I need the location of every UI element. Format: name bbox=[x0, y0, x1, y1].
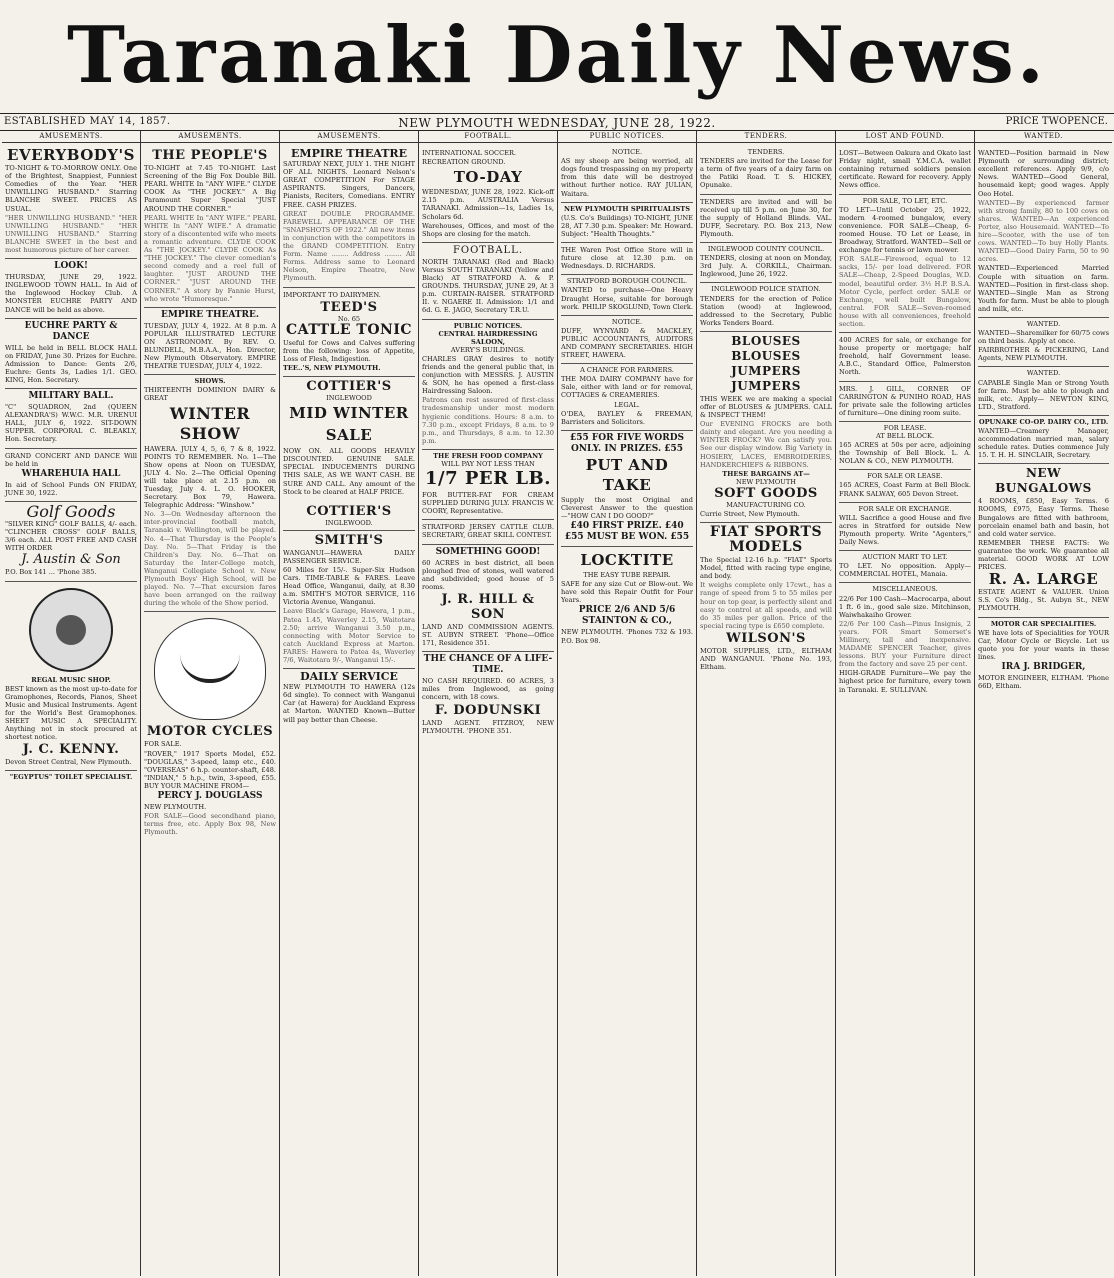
ad-title: WINTER SHOW bbox=[169, 403, 251, 443]
tender-title: INGLEWOOD COUNTY COUNCIL. bbox=[707, 245, 825, 254]
section-title: MISCELLANEOUS. bbox=[872, 585, 938, 594]
classified-text: 400 ACRES for sale, or exchange for house property or mortgage; half freehold, half Government lease. A.B.C., Standard Office, Palmerston North. bbox=[839, 336, 971, 377]
ad-text: WE have lots of Specialities for YOUR Car, Motor Cycle or Bicycle. Let us quote you for your wants in these lines. bbox=[978, 628, 1109, 661]
column-7 bbox=[836, 131, 975, 1276]
ad-title: EVERYBODY'S bbox=[7, 146, 135, 165]
ad-the-peoples bbox=[144, 146, 276, 308]
ad-title: BLOUSES BLOUSES bbox=[731, 333, 801, 363]
dateline bbox=[0, 113, 1114, 131]
ad-title: SOMETHING GOOD! bbox=[435, 546, 541, 557]
ad-name-2: COTTIER'S bbox=[306, 503, 392, 519]
ad-title-2: MODELS bbox=[729, 539, 803, 556]
notice-title: NOTICE. bbox=[611, 317, 643, 326]
ad-text: SATURDAY NEXT, JULY 1. THE NIGHT OF ALL NIGHTS. Leonard Nelson's GREAT COMPETITION For STAGE ASPIRANTS. Singers, Dancers, Pianists, Reciters, Comedians. ENTRY FREE. CASH PRIZES. bbox=[283, 160, 415, 209]
filler-text: PEARL WHITE In "ANY WIFE." PEARL WHITE In "ANY WIFE." A dramatic story of a discontented wife who meets a romantic adventure. CLYDE COOK As "THE JOCKEY." CLYDE COOK As "THE JOCKEY." The clever comedian's second comedy and a reel full of laughter. "JUST AROUND THE CORNER." "JUST AROUND THE CORNER." A story by Fannie Hurst, who wrote "Humoresque." bbox=[144, 213, 276, 303]
ad-text: GRAND CONCERT AND DANCE Will be held in bbox=[5, 451, 137, 468]
for-lease-bell-block bbox=[839, 422, 971, 470]
auction-mart bbox=[839, 551, 971, 583]
notice-title: NOTICE. bbox=[611, 148, 643, 157]
ad-text: THURSDAY, JUNE 29, 1922. INGLEWOOD TOWN HALL. In Aid of the Inglewood Hockey Club. A MONSTER EUCHRE PARTY AND DANCE will be held as above. bbox=[5, 273, 137, 314]
section-title: OPUNAKE CO-OP. DAIRY CO., LTD. bbox=[978, 417, 1109, 426]
section-title: AUCTION MART TO LET. bbox=[862, 553, 948, 562]
filler-text: FOR SALE—Firewood, equal to 12 sacks, 15/- per load delivered. FOR SALE—Cheap, 2-Speed Douglas, W.D. model, beautiful order. 3½ H.P. B.S.A. Motor Cycle, perfect order. SALE or Exchange, well built Bungalow, central. FOR SALE—Seven-roomed house with all conveniences, freehold section. bbox=[839, 255, 971, 328]
column-3 bbox=[280, 131, 419, 1276]
smiling-man-illustration bbox=[154, 618, 266, 720]
ad-text: The Special 12-16 h.p. "FIAT" Sports Model, fitted with racing type engine, and body. bbox=[700, 556, 832, 581]
column-header: TENDERS. bbox=[697, 131, 835, 143]
ad-title: DAILY SERVICE bbox=[300, 670, 398, 684]
section-title: FOR SALE OR LEASE. bbox=[867, 472, 943, 481]
ad-text: Supply the most Original and Cleverest Answer to the question—"HOW CAN I DO GOOD?" bbox=[561, 495, 693, 520]
ad-title: LOCKTITE bbox=[580, 551, 674, 570]
classified-text: WANTED—Position barmaid in New Plymouth or surrounding district; excellent references. Apply 9/9, c/o News. WANTED—Good General, housemaid kept; good wages. Apply Oeo Hotel. bbox=[978, 149, 1109, 198]
ad-text: BEST known as the most up-to-date for Gramophones, Records, Pianos, Sheet Music and Musical Instruments. Agent for the World's Best Gramophones. SHEET MUSIC A SPECIALITY. Anything not in stock procured at shortest notice. bbox=[5, 684, 137, 742]
tender-title: INGLEWOOD POLICE STATION. bbox=[711, 285, 821, 294]
classified-text-2: WANTED—Experienced Married Couple with situation on farm. WANTED—Position in first-class shop. WANTED—Single Man as Strong Youth for farm. Must be able to plough and milk, etc. bbox=[978, 264, 1109, 313]
tender-text: TENDERS are invited and will be received up till 5 p.m. on June 30, for the supply of Holland Blinds. VAL. DUFF, Secretary. P.O. Box 213, New Plymouth. bbox=[700, 197, 832, 238]
ad-title: TO-DAY bbox=[453, 168, 523, 187]
filler-text: Patrons can rest assured of first-class tradesmanship under most modern hygienic conditions. Hours: 8 a.m. to 7.30 p.m., except Fridays, 8 a.m. to 9 p.m., and Thursdays, 8 a.m. to 12.30 p.m. bbox=[422, 396, 554, 445]
ad-text: 4 ROOMS, £850, Easy Terms. 6 ROOMS, £975, Easy Terms. These Bungalows are fitted with bathroom, porcelain enamel bath and basin, hot and cold water service. bbox=[978, 497, 1109, 538]
notice-text: THE Waren Post Office Store will in future close at 12.30 p.m. on Wednesdays. D. RICHARDS. bbox=[561, 246, 693, 271]
ad-text: CHARLES GRAY desires to notify friends and the general public that, in conjunction with MESSRS. J. AUSTIN & SON, he has opened a first-class Hairdressing Saloon. bbox=[422, 354, 554, 396]
ad-text: TO-NIGHT at 7.45 TO-NIGHT. Last Screening of the Big Fox Double Bill. PEARL WHITE In "ANY WIFE." CLYDE COOK As "THE JOCKEY." A Big Paramount Super Special "JUST AROUND THE CORNER." bbox=[144, 164, 276, 213]
ad-title: "EGYPTUS" TOILET SPECIALIST. bbox=[9, 773, 133, 782]
column-4 bbox=[419, 131, 558, 1276]
prize-line: £55 FOR FIVE WORDS ONLY. IN PRIZES. £55 bbox=[569, 432, 685, 454]
tender-text: TENDERS, closing at noon on Monday, 3rd July. A. CORKILL, Chairman. Inglewood, June 26, 1922. bbox=[700, 254, 832, 279]
ad-footer: TEE..'S, NEW PLYMOUTH. bbox=[283, 363, 381, 372]
ad-signature: J. Austin & Son bbox=[21, 552, 121, 568]
notice-text: THE MOA DAIRY COMPANY have for Sale, either with land or for removal, COTTAGES & CREAMERIES. bbox=[561, 375, 693, 400]
ad-name: STAINTON & CO., bbox=[581, 616, 673, 627]
ad-agent-text: LAND AND COMMISSION AGENTS. ST. AUBYN STREET. 'Phone—Office 171, Residence 351. bbox=[422, 622, 554, 648]
for-sale-to-let bbox=[839, 195, 971, 334]
ad-title: LOOK! bbox=[54, 261, 88, 272]
section-title: WANTED. bbox=[1026, 369, 1061, 378]
tender-title: TENDERS. bbox=[747, 148, 785, 157]
ad-subtext: INTERNATIONAL SOCCER. bbox=[422, 149, 517, 158]
ad-fresh-food bbox=[422, 450, 554, 520]
ad-fiat bbox=[700, 523, 832, 675]
ad-regal-music bbox=[5, 582, 137, 772]
ad-price: PRICE 2/6 AND 5/6 bbox=[578, 605, 676, 616]
ad-subtext-2: MANUFACTURING CO. bbox=[726, 500, 806, 509]
ad-daily-service bbox=[283, 669, 415, 727]
classified-text: MRS. J. GILL, CORNER OF CARRINGTON & PUNIHO ROAD, HAS for private sale the following articles of furniture—One dining room suite. bbox=[839, 384, 971, 417]
ad-name: PERCY J. DOUGLASS bbox=[157, 790, 263, 801]
ad-text: "ROVER," 1917 Sports Model, £52. "DOUGLAS," 3-speed, lamp etc., £40. "OVERSEAS" 6 h.p. counter-shaft, £48. "INDIAN," 5 h.p., twin, 3-speed, £55. BUY YOUR MACHINE FROM— bbox=[144, 749, 276, 790]
notice-text: WANTED to purchase—One Heavy Draught Horse, suitable for borough work. PHILIP SKOGLUND, Town Clerk. bbox=[561, 286, 693, 311]
ad-locktite bbox=[561, 547, 693, 649]
ad-name: SOFT GOODS bbox=[714, 485, 818, 501]
ad-footer: NEW PLYMOUTH. 'Phones 732 & 193. P.O. Box 98. bbox=[561, 628, 693, 645]
ad-title: FOOTBALL. bbox=[452, 244, 524, 256]
classified-text: 22/6 Per 100 Cash—Macrocarpa, about 1 ft. 6 in., good sale size. Mitchinson, Waiwhakaiho Grower. bbox=[839, 594, 971, 619]
tender-inglewood-council bbox=[700, 243, 832, 283]
classified-text: WILL Sacrifice a good House and five acres in Stratford for outside New Plymouth property. Write "Agenters," Daily News. bbox=[839, 513, 971, 547]
ad-euchre bbox=[5, 319, 137, 389]
ad-something-good bbox=[422, 545, 554, 653]
ad-subtext: THIRTEENTH DOMINION DAIRY & GREAT bbox=[144, 386, 276, 403]
ad-empire-lecture bbox=[144, 308, 276, 376]
ad-teeds-tonic bbox=[283, 288, 415, 378]
ad-hairdressing bbox=[422, 320, 554, 450]
issue-date: NEW PLYMOUTH WEDNESDAY, JUNE 28, 1922. bbox=[398, 116, 716, 130]
column-8 bbox=[975, 131, 1112, 1276]
classified-text: LOST—Between Oakura and Okato last Friday night, small Y.M.C.A. wallet containing returned soldiers pension certificate. Reward for recovery. Apply News office. bbox=[839, 149, 971, 190]
ad-smiths bbox=[283, 531, 415, 669]
column-header: AMUSEMENTS. bbox=[280, 131, 418, 143]
ad-subtext: NEW PLYMOUTH bbox=[735, 477, 797, 486]
ad-title: EMPIRE THEATRE bbox=[291, 147, 407, 161]
ad-title: EMPIRE THEATRE. bbox=[161, 309, 259, 320]
ad-subtext: FOR SALE. bbox=[144, 740, 182, 749]
filler-text: WANTED—By experienced farmer with strong family, 80 to 100 cows on shares. WANTED—An experienced Porter, also Housemaid. WANTED—To hire—Scooter, with the use of ten cows. WANTED—To buy Holly Plants. WANTED—Good Dairy Farm, 50 to 90 acres. bbox=[978, 198, 1109, 264]
ad-text: FOR BUTTER-FAT FOR CREAM SUPPLIED DURING JULY. FRANCIS W. COORY, Representative. bbox=[422, 491, 554, 516]
ad-everybodys bbox=[5, 146, 137, 259]
established-date: ESTABLISHED MAY 14, 1857. bbox=[4, 116, 171, 127]
ad-subtext: WANGANUI—HAWERA DAILY PASSENGER SERVICE. bbox=[283, 548, 415, 565]
ad-jersey-club bbox=[422, 520, 554, 544]
notice-text: (U.S. Co's Buildings) TO-NIGHT, JUNE 28, AT 7.30 p.m. Speaker: Mr. Howard. Subject: "Health Thoughts." bbox=[561, 213, 693, 238]
column-header: AMUSEMENTS. bbox=[2, 131, 140, 143]
ad-title: THE FRESH FOOD COMPANY bbox=[433, 451, 543, 460]
ad-name: WILSON'S bbox=[726, 630, 806, 646]
filler-text: FOR SALE—Good secondhand piano, terms free, etc. Apply Box 98, New Plymouth. bbox=[144, 812, 276, 837]
ad-title: CENTRAL HAIRDRESSING SALOON, bbox=[438, 329, 538, 346]
ad-mrs-gill bbox=[839, 382, 971, 422]
column-header: WANTED. bbox=[975, 131, 1112, 143]
his-masters-voice-logo bbox=[29, 588, 113, 672]
classified-text: TO LET—Until October 25, 1922, modern 4-roomed bungalow, every convenience. FOR SALE—Cheap, 6-roomed House. TO Let or Lease, in Broadway, Stratford. WANTED—Sell or exchange for tennis or lawn mower. bbox=[839, 205, 971, 255]
ad-footer: MOTOR ENGINEER, ELTHAM. 'Phone 66D, Eltham. bbox=[978, 673, 1109, 691]
wanted-single-man bbox=[978, 367, 1109, 415]
page-columns bbox=[2, 131, 1112, 1276]
ad-script-title: Golf Goods bbox=[26, 501, 116, 521]
ad-kicker: IMPORTANT TO DAIRYMEN. bbox=[283, 290, 381, 299]
ad-text: TO-NIGHT & TO-MORROW ONLY. One of the Brightest, Snappiest, Funniest Comedies of the Year. "HER UNWILLING HUSBAND." Starring BLANCHE SWEET. PRICES AS USUAL. bbox=[5, 164, 137, 213]
filler-text: GREAT DOUBLE PROGRAMME. FAREWELL APPEARANCE OF THE "SNAPSHOTS OF 1922." All new items in conjunction with the competitors in the GRAND COMPETITION. Entry Form. Name ........ Address ........ All Forms. Address same to Leonard Nelson, Empire Theatre, New Plymouth. bbox=[283, 209, 415, 283]
ad-text: STRATFORD JERSEY CATTLE CLUB. SECRETARY, GREAT SKILL CONTEST. bbox=[422, 523, 554, 540]
ad-subtext: THE EASY TUBE REPAIR. bbox=[583, 571, 671, 580]
section-title: FOR SALE OR EXCHANGE. bbox=[858, 504, 952, 513]
filler-text: "HER UNWILLING HUSBAND." "HER UNWILLING HUSBAND." "HER UNWILLING HUSBAND." Starring BLANCHE SWEET in the best and most humorous picture of her career. bbox=[5, 213, 137, 255]
ad-empire-competition bbox=[283, 146, 415, 287]
miscellaneous bbox=[839, 583, 971, 697]
ad-golf bbox=[5, 502, 137, 582]
notice-spiritualists bbox=[561, 203, 693, 243]
notice-sheep bbox=[561, 146, 693, 203]
ad-title: THE PEOPLE'S bbox=[152, 148, 268, 164]
filler-text: Our EVENING FROCKS are both dainty and elegant. Are you needing a WINTER FROCK? We can satisfy you. See our display window. Big Variety in HOSIERY, LACES, EMBROIDERIES, HANDKERCHIEFS & RIBBONS. bbox=[700, 420, 832, 469]
ad-name: TEED'S bbox=[320, 299, 378, 315]
ad-title: MILITARY BALL. bbox=[28, 391, 114, 402]
classified-text: WANTED—Creamery Manager, accommodation married man, salary schedule rates. Duties commence July 15. T. H. H. SINCLAIR, Secretary. bbox=[978, 427, 1109, 460]
ad-chance-lifetime bbox=[422, 652, 554, 738]
ad-subtext-2: RECREATION GROUND. bbox=[422, 158, 506, 167]
ad-subtext: Devon Street Central, New Plymouth. bbox=[5, 758, 132, 767]
filler-text: It weighs complete only 17cwt., has a range of speed from 5 to 55 miles per hour on top gear, is perfectly silent and easy to control at all speeds, and will do 35 miles per gallon. Price of the special racing type is £650 complete. bbox=[700, 581, 833, 630]
section-header: PUBLIC NOTICES. bbox=[453, 321, 523, 330]
column-header: FOOTBALL. bbox=[419, 131, 557, 143]
ad-title: SMITH'S bbox=[314, 532, 384, 548]
classified-text: CAPABLE Single Man or Strong Youth for farm. Must be able to plough and milk, etc. Apply— NEWTON KING, LTD., Stratford. bbox=[978, 378, 1109, 411]
ad-agent-name: J. R. HILL & SON bbox=[441, 591, 535, 622]
ad-text: 60 ACRES in best district, all been ploughed free of stones, well watered and subdivided; good house of 5 rooms. bbox=[422, 558, 554, 591]
prize-line-2: £40 FIRST PRIZE. £40 bbox=[570, 521, 684, 532]
ad-text: "SILVER KING" GOLF BALLS, 4/- each. "CLINCHER CROSS" GOLF BALLS, 3/6 each. ALL POST FREE AND CASH WITH ORDER bbox=[5, 520, 137, 553]
section-header: SHOWS. bbox=[194, 377, 226, 386]
for-sale-or-exchange bbox=[839, 503, 971, 551]
ad-footer: NEW PLYMOUTH. bbox=[144, 802, 207, 811]
ad-subtext: WILL PAY NOT LESS THAN bbox=[441, 460, 535, 468]
ad-football bbox=[422, 243, 554, 320]
notice-stratford-council bbox=[561, 275, 693, 315]
ad-wharehuia bbox=[5, 449, 137, 502]
ad-title: PUT AND TAKE bbox=[585, 455, 669, 494]
column-6 bbox=[697, 131, 836, 1276]
column-header: PUBLIC NOTICES. bbox=[558, 131, 696, 143]
ad-military-ball bbox=[5, 389, 137, 448]
ad-new-bungalows bbox=[978, 464, 1109, 617]
masthead bbox=[0, 0, 1114, 112]
ad-title: FIAT SPORTS bbox=[709, 524, 823, 541]
ad-motor-car-specialities bbox=[978, 618, 1109, 695]
ad-subtext: No. 65 bbox=[337, 314, 361, 323]
ad-footer: MOTOR SUPPLIES, LTD., ELTHAM AND WANGANUI. 'Phone No. 193, Eltham. bbox=[700, 646, 832, 672]
ad-text: 60 Miles for 15/-. Super-Six Hudson Cars. TIME-TABLE & FARES. Leave Head Office, Wanganui, daily, at 8.30 a.m. SMITH'S MOTOR SERVICE, 116 Victoria Avenue, Wanganui. bbox=[283, 566, 415, 607]
ad-kicker: THESE BARGAINS AT— bbox=[722, 469, 810, 478]
price: PRICE TWOPENCE. bbox=[1005, 116, 1108, 127]
ad-title: REGAL MUSIC SHOP. bbox=[31, 675, 111, 684]
ad-text: WILL be held in BELL BLOCK HALL on FRIDAY, June 30. Prizes for Euchre. Admission to Dance: Gents 2/6, Euchre: Gents 3s, Ladies 1/1. GEO. KING, Hon. Secretary. bbox=[5, 343, 137, 384]
filler-text: No. 3—On Wednesday afternoon the inter-provincial football match, Taranaki v. Wellington, will be played. No. 4—That Thursday is the People's Day. No. 5—That Friday is the Children's Day. No. 6—That on Saturday the Inter-College match, Wanganui Collegiate School v. New Plymouth Boys' High School, will be played. No. 7—That excursion fares have been arranged on the railway during the whole of the Show period. bbox=[144, 510, 276, 608]
ad-text: NO CASH REQUIRED. 60 ACRES, 3 miles from Inglewood, as going concern, with 18 cows. bbox=[422, 677, 554, 702]
ad-name: IRA J. BRIDGER, bbox=[1001, 661, 1086, 672]
ad-text-2: Warehouses, Offices, and most of the Shops are closing for the match. bbox=[422, 221, 554, 238]
ad-text: NOW ON. ALL GOODS HEAVILY DISCOUNTED. GENUINE SALE. SPECIAL INDUCEMENTS DURING THIS SALE, AS WE WANT CASH. BE SURE AND CALL. Any amount of the Stock to be cleared at HALF PRICE. bbox=[283, 447, 415, 496]
notice-text: DUFF, WYNYARD & MACKLEY, PUBLIC ACCOUNTANTS, AUDITORS AND COMPANY SECRETARIES. HIGH STREET, HAWERA. bbox=[561, 326, 693, 360]
ad-title: MID WINTER SALE bbox=[289, 404, 409, 445]
ad-title-2: JUMPERS JUMPERS bbox=[731, 363, 801, 393]
ad-text: "C" SQUADRON, 2nd (QUEEN ALEXANDRA'S) W.W.C. M.R. URENUI HALL, JULY 6, 1922. SIT-DOWN SUPPER. CORPORAL C. BLEAKLY, Hon. Secretary. bbox=[5, 403, 137, 444]
section-title: WANTED. bbox=[1026, 319, 1061, 328]
ad-subtext: INGLEWOOD bbox=[326, 394, 372, 403]
classified-text: WANTED—Sharemilker for 60/75 cows on third basis. Apply at once. bbox=[978, 329, 1109, 346]
ad-subtext-2: INGLEWOOD. bbox=[325, 518, 373, 527]
ad-price: 1/7 PER LB. bbox=[424, 468, 551, 490]
notice-title: STRATFORD BOROUGH COUNCIL. bbox=[566, 277, 688, 286]
ad-text: HAWERA. JULY 4, 5, 6, 7 & 8, 1922. POINTS TO REMEMBER. No. 1—The Show opens at Noon on TUESDAY, JULY 4. No. 2—The Official Opening will take place at 2.15 p.m. on Tuesday, July 4. L. O. HOOKER, Secretary. Box 79, Hawera. Telegraphic Address: "Winshow." bbox=[144, 444, 276, 510]
ad-text: WEDNESDAY, JUNE 28, 1922. Kick-off 2.15 p.m. AUSTRALIA Versus TARANAKI. Admission—1s, Ladies 1s, Scholars 6d. bbox=[422, 188, 554, 221]
notice-text: AS my sheep are being worried, all dogs found trespassing on my property from this date will be destroyed without further notice. RAY JULIAN, Waitara. bbox=[561, 157, 693, 198]
notice-farmers bbox=[561, 364, 693, 431]
opunake-dairy bbox=[978, 416, 1109, 464]
for-sale-or-lease bbox=[839, 470, 971, 502]
ad-text: SAFE for any size Cut or Blow-out. We have sold this Repair Outfit for Four Years. bbox=[561, 580, 693, 605]
ad-agent-name: F. DODUNSKI bbox=[434, 702, 542, 718]
section-title: FOR SALE, TO LET, ETC. bbox=[862, 196, 948, 205]
ad-text: NORTH TARANAKI (Red and Black) Versus SOUTH TARANAKI (Yellow and Black) AT STRATFORD A. & P. GROUNDS. THURSDAY, JUNE 29, At 3 p.m. CURTAIN-RAISER. STRATFORD II. v. NGAERE II. Admission: 1/1 and 6d. G. E. JAGO, Secretary T.R.U. bbox=[422, 257, 554, 315]
tender-patiki bbox=[700, 146, 832, 194]
prize-line-3: £55 MUST BE WON. £55 bbox=[564, 532, 690, 543]
ad-title: NEW BUNGALOWS bbox=[995, 466, 1092, 496]
ad-subtext: AVERY'S BUILDINGS. bbox=[450, 345, 526, 354]
ad-footer: Currie Street, New Plymouth. bbox=[700, 510, 800, 518]
column-2 bbox=[141, 131, 280, 1276]
legal-text: O'DEA, BAYLEY & FREEMAN, Barristers and Solicitors. bbox=[561, 409, 693, 426]
lost-wallet bbox=[839, 146, 971, 194]
ad-agent-name: R. A. LARGE bbox=[988, 570, 1099, 589]
notice-title: NEW PLYMOUTH SPIRITUALISTS bbox=[564, 204, 690, 213]
tender-police-station bbox=[700, 283, 832, 331]
ad-title: EUCHRE PARTY & DANCE bbox=[24, 320, 118, 342]
ad-title: WHAREHUIA HALL bbox=[21, 468, 121, 479]
ad-subtext: In aid of School Funds ON FRIDAY, JUNE 30, 1922. bbox=[5, 480, 137, 497]
ad-blouses bbox=[700, 332, 832, 523]
legal-title: LEGAL. bbox=[614, 400, 640, 409]
tender-blinds bbox=[700, 195, 832, 243]
notice-duff bbox=[561, 316, 693, 364]
ad-text: Useful for Cows and Calves suffering from the following: loss of Appetite, Loss of Flesh, Indigestion. bbox=[283, 338, 415, 363]
ad-footer: P.O. Box 141 ... 'Phone 385. bbox=[5, 568, 97, 577]
ad-text: THIS WEEK we are making a special offer of BLOUSES & JUMPERS. CALL & INSPECT THEM! bbox=[700, 394, 832, 420]
ad-name: COTTIER'S bbox=[306, 379, 392, 395]
column-1 bbox=[2, 131, 141, 1276]
ad-title: THE CHANCE OF A LIFE-TIME. bbox=[423, 654, 553, 676]
newspaper-title: Taranaki Daily News. bbox=[67, 10, 1047, 101]
section-title: FOR LEASE. bbox=[883, 423, 927, 432]
classified-agent: FAIRBROTHER & PICKERING, Land Agents, NEW PLYMOUTH. bbox=[978, 346, 1109, 363]
wanted-sharemilker bbox=[978, 318, 1109, 367]
ad-international-soccer bbox=[422, 146, 554, 243]
tender-text: TENDERS are invited for the Lease for a term of five years of a dairy farm on the Patiki Road. T. S. HICKEY, Opunake. bbox=[700, 157, 832, 190]
ad-title: MOTOR CYCLES bbox=[146, 724, 274, 740]
ad-egyptus bbox=[5, 771, 137, 784]
filler-text: 22/6 Per 100 Cash—Pinus Insignis, 2 years. FOR Smart Somerset's Millinery, tall and inexpensive. MADAME SPENCER Teacher, gives lessons. BUY your Furniture direct from the factory and save 25 per cent. bbox=[839, 619, 971, 669]
ad-text: TUESDAY, JULY 4, 1922. At 8 p.m. A POPULAR ILLUSTRATED LECTURE ON ASTRONOMY. By REV. O. BLUNDELL, M.B.A.A., Hon. Director, New Plymouth Observatory. EMPIRE THEATRE TUESDAY, JULY 4, 1922. bbox=[144, 321, 276, 371]
ad-agent-text: LAND AGENT. FITZROY, NEW PLYMOUTH. 'PHONE 351. bbox=[422, 718, 554, 735]
tender-text: TENDERS for the erection of Police Station (wood) at Inglewood, addressed to the Secretary, Public Works Tenders Board. bbox=[700, 294, 832, 327]
ad-agent-text: ESTATE AGENT & VALUER. Union S.S. Co's Bldg., St. Aubyn St., NEW PLYMOUTH. bbox=[978, 588, 1109, 613]
classified-text: 165 ACRES, Coast Farm at Bell Block. FRANK SALWAY, 605 Devon Street. bbox=[839, 481, 971, 498]
ad-text-2: REMEMBER THESE FACTS: We guarantee the work. We guarantee all material. GOOD WORK AT LOW PRICES. bbox=[978, 538, 1109, 572]
column-header: LOST AND FOUND. bbox=[836, 131, 974, 143]
section-subtitle: AT BELL BLOCK. bbox=[875, 432, 935, 440]
ad-title: CATTLE TONIC bbox=[285, 321, 413, 338]
ad-look bbox=[5, 259, 137, 318]
column-header: AMUSEMENTS. bbox=[141, 131, 279, 143]
classified-text: 165 ACRES at 50s per acre, adjoining the Township of Bell Block. L. A. NOLAN & CO., NEW PLYMOUTH. bbox=[839, 441, 971, 466]
ad-winter-show bbox=[144, 375, 276, 612]
ad-name: J. C. KENNY. bbox=[22, 742, 120, 758]
ad-cottiers-sale bbox=[283, 377, 415, 531]
filler-text: Leave Black's Garage, Hawera, 1 p.m., Patea 1.45, Waverley 2.15, Waitotara 2.50; arrive Wanganui 3.50 p.m., connecting with Motor Service to catch Auckland Express at Marton. FARES: Hawera to Patea 4s, Waverley 7/6, Waitotara 9/-, Wanganui 15/-. bbox=[283, 607, 415, 665]
classified-text-2: HIGH-GRADE Furniture—We pay the highest price for furniture, every town in Taranaki. E. SULLIVAN. bbox=[839, 669, 971, 694]
notice-post-office bbox=[561, 243, 693, 275]
classified-text: TO LET. No opposition. Apply—COMMERCIAL HOTEL, Manaia. bbox=[839, 562, 971, 579]
ad-text: NEW PLYMOUTH TO HAWERA (12s 6d single). To connect with Wanganui Car (at Hawera) for Auckland Express at Marton. WANTED Known—Butter will pay better than Cheese. bbox=[283, 683, 415, 724]
column-5 bbox=[558, 131, 697, 1276]
ad-title: MOTOR CAR SPECIALITIES. bbox=[990, 619, 1097, 628]
wanted-barmaid bbox=[978, 146, 1109, 318]
notice-title: A CHANCE FOR FARMERS. bbox=[580, 366, 674, 375]
ad-400-acres bbox=[839, 333, 971, 381]
ad-put-and-take bbox=[561, 431, 693, 547]
ad-motor-cycles bbox=[144, 612, 276, 840]
